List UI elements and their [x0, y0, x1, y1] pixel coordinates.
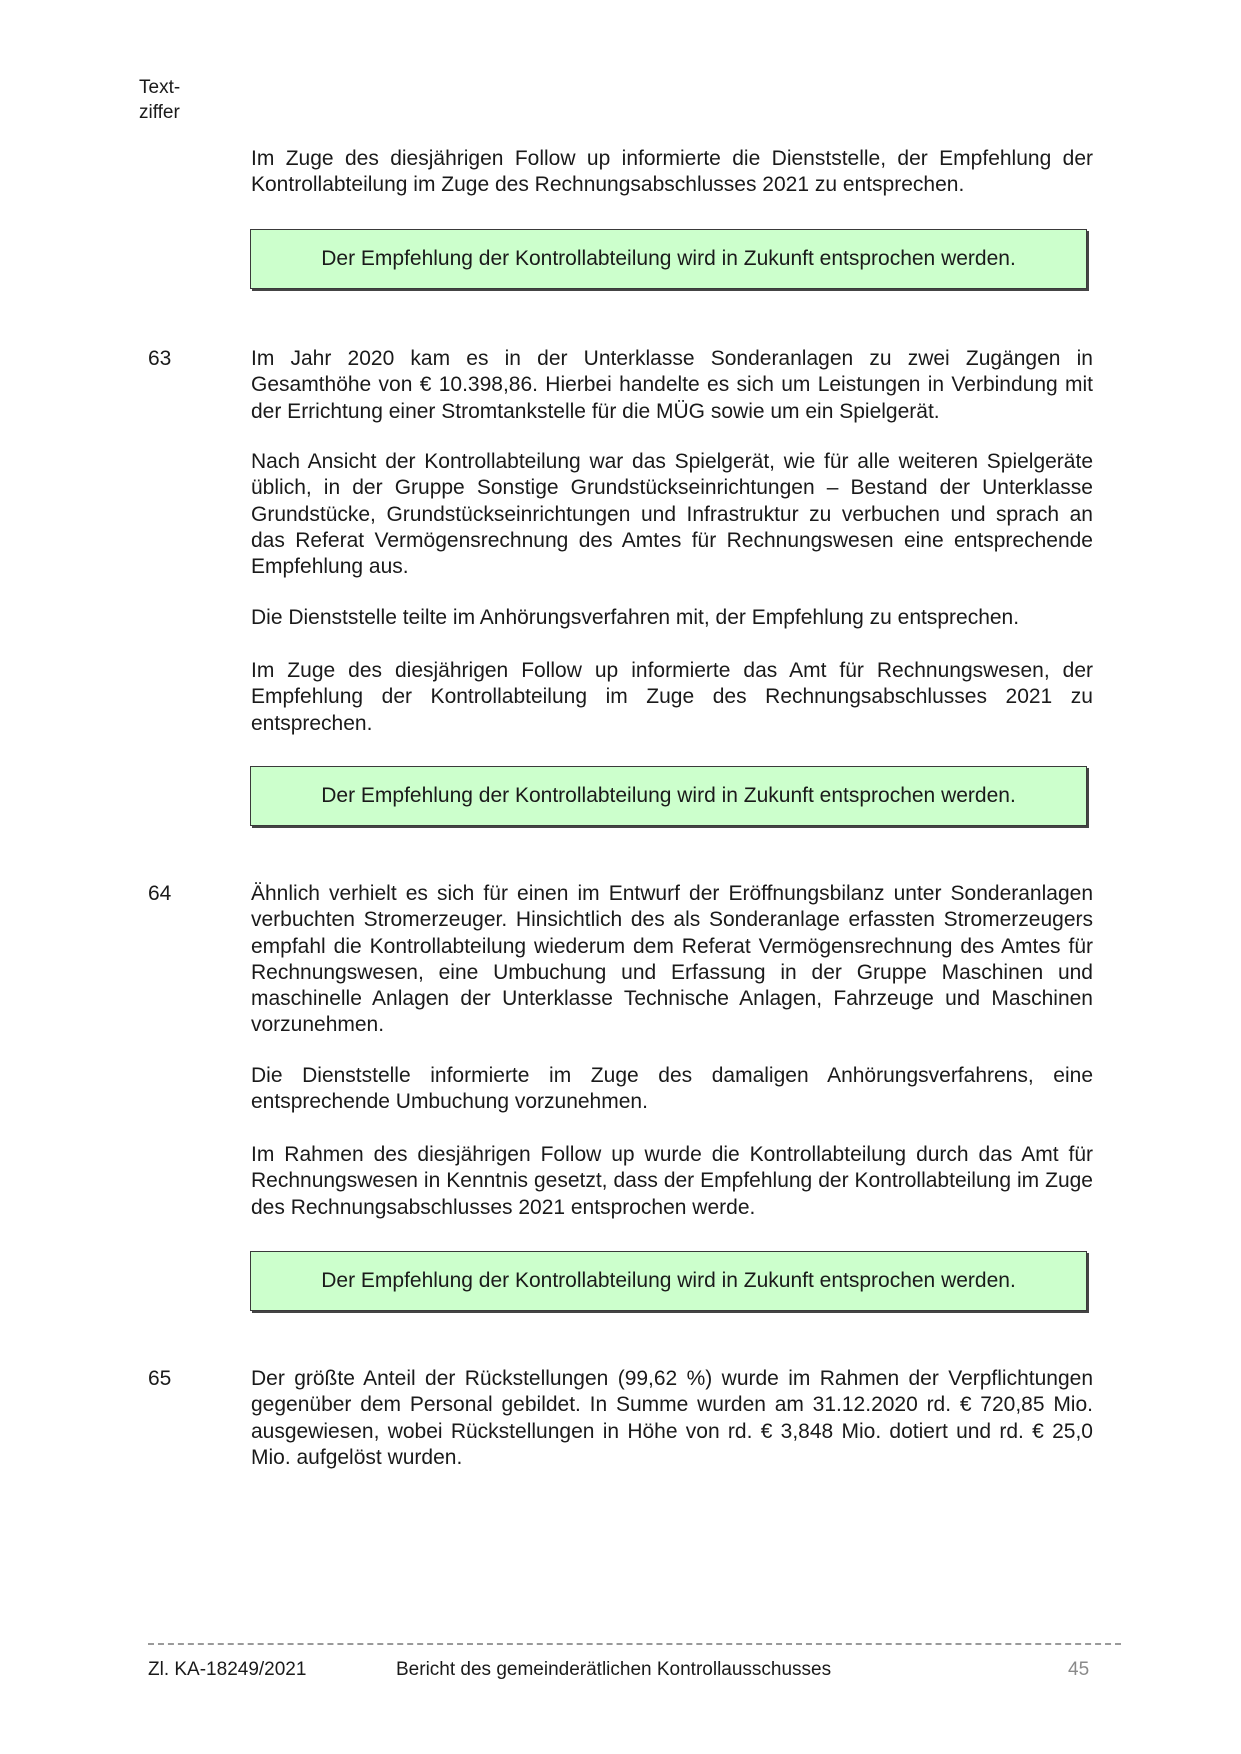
- section-paragraph: Nach Ansicht der Kontrollabteilung war das Spielgerät, wie für alle weiteren Spielgeräte üblich, in der Gruppe Sonstige Grundstückseinrichtungen – Bestand der Unterklasse Grundstücke, Grundstückseinrichtungen und Infrastruktur zu verbuchen und sprach an das Referat Vermögensrechnung des Amtes für Rechnungswesen eine entsprechende Empfehlung aus.: [251, 450, 1093, 579]
- section-number: 64: [148, 882, 172, 905]
- footer-reference-number: Zl. KA-18249/2021: [148, 1659, 307, 1680]
- section-paragraph: Der größte Anteil der Rückstellungen (99,62 %) wurde im Rahmen der Verpflichtungen gegenüber dem Personal gebildet. In Summe wurden am 31.12.2020 rd. € 720,85 Mio. ausgewiesen, wobei Rückstellungen in Höhe von rd. € 3,848 Mio. dotiert und rd. € 25,0 Mio. aufgelöst wurden.: [251, 1367, 1093, 1469]
- section-number: 63: [148, 347, 172, 370]
- section-paragraph: Die Dienststelle informierte im Zuge des damaligen Anhörungsverfahrens, eine entsprechende Umbuchung vorzunehmen.: [251, 1064, 1093, 1114]
- section-paragraph: Ähnlich verhielt es sich für einen im Entwurf der Eröffnungsbilanz unter Sonderanlagen verbuchten Stromerzeuger. Hinsichtlich des als Sonderanlage erfassten Stromerzeugers empfahl die Kontrollabteilung wiederum dem Referat Vermögensrechnung des Amtes für Rechnungswesen, eine Umbuchung und Erfassung in der Gruppe Maschinen und maschinelle Anlagen der Unterklasse Technische Anlagen, Fahrzeuge und Maschinen vorzunehmen.: [251, 882, 1093, 1037]
- textziffer-column-label: [139, 75, 180, 125]
- section-paragraph: Im Jahr 2020 kam es in der Unterklasse Sonderanlagen zu zwei Zugängen in Gesamthöhe von € 10.398,86. Hierbei handelte es sich um Leistungen in Verbindung mit der Errichtung einer Stromtankstelle für die MÜG sowie um ein Spielgerät.: [251, 347, 1093, 423]
- textziffer-label-line1: Text-: [139, 77, 181, 98]
- page-number: 45: [1068, 1659, 1090, 1680]
- section-paragraph: Die Dienststelle teilte im Anhörungsverfahren mit, der Empfehlung zu entsprechen.: [251, 606, 1020, 629]
- recommendation-box: Der Empfehlung der Kontrollabteilung wird in Zukunft entsprochen werden.: [250, 766, 1087, 826]
- section-number: 65: [148, 1367, 172, 1390]
- recommendation-box: Der Empfehlung der Kontrollabteilung wird in Zukunft entsprochen werden.: [250, 1251, 1087, 1311]
- footer-divider: [148, 1643, 1121, 1645]
- textziffer-label-line2: ziffer: [139, 102, 180, 123]
- recommendation-box: Der Empfehlung der Kontrollabteilung wird in Zukunft entsprochen werden.: [250, 229, 1087, 289]
- footer-report-title: Bericht des gemeinderätlichen Kontrollausschusses: [396, 1659, 832, 1680]
- section-paragraph: Im Rahmen des diesjährigen Follow up wurde die Kontrollabteilung durch das Amt für Rechnungswesen in Kenntnis gesetzt, dass der Empfehlung der Kontrollabteilung im Zuge des Rechnungsabschlusses 2021 entsprochen werde.: [251, 1143, 1093, 1219]
- section-paragraph: Im Zuge des diesjährigen Follow up informierte das Amt für Rechnungswesen, der Empfehlung der Kontrollabteilung im Zuge des Rechnungsabschlusses 2021 zu entsprechen.: [251, 659, 1093, 735]
- intro-paragraph: Im Zuge des diesjährigen Follow up informierte die Dienststelle, der Empfehlung der Kontrollabteilung im Zuge des Rechnungsabschlusses 2021 zu entsprechen.: [251, 147, 1093, 197]
